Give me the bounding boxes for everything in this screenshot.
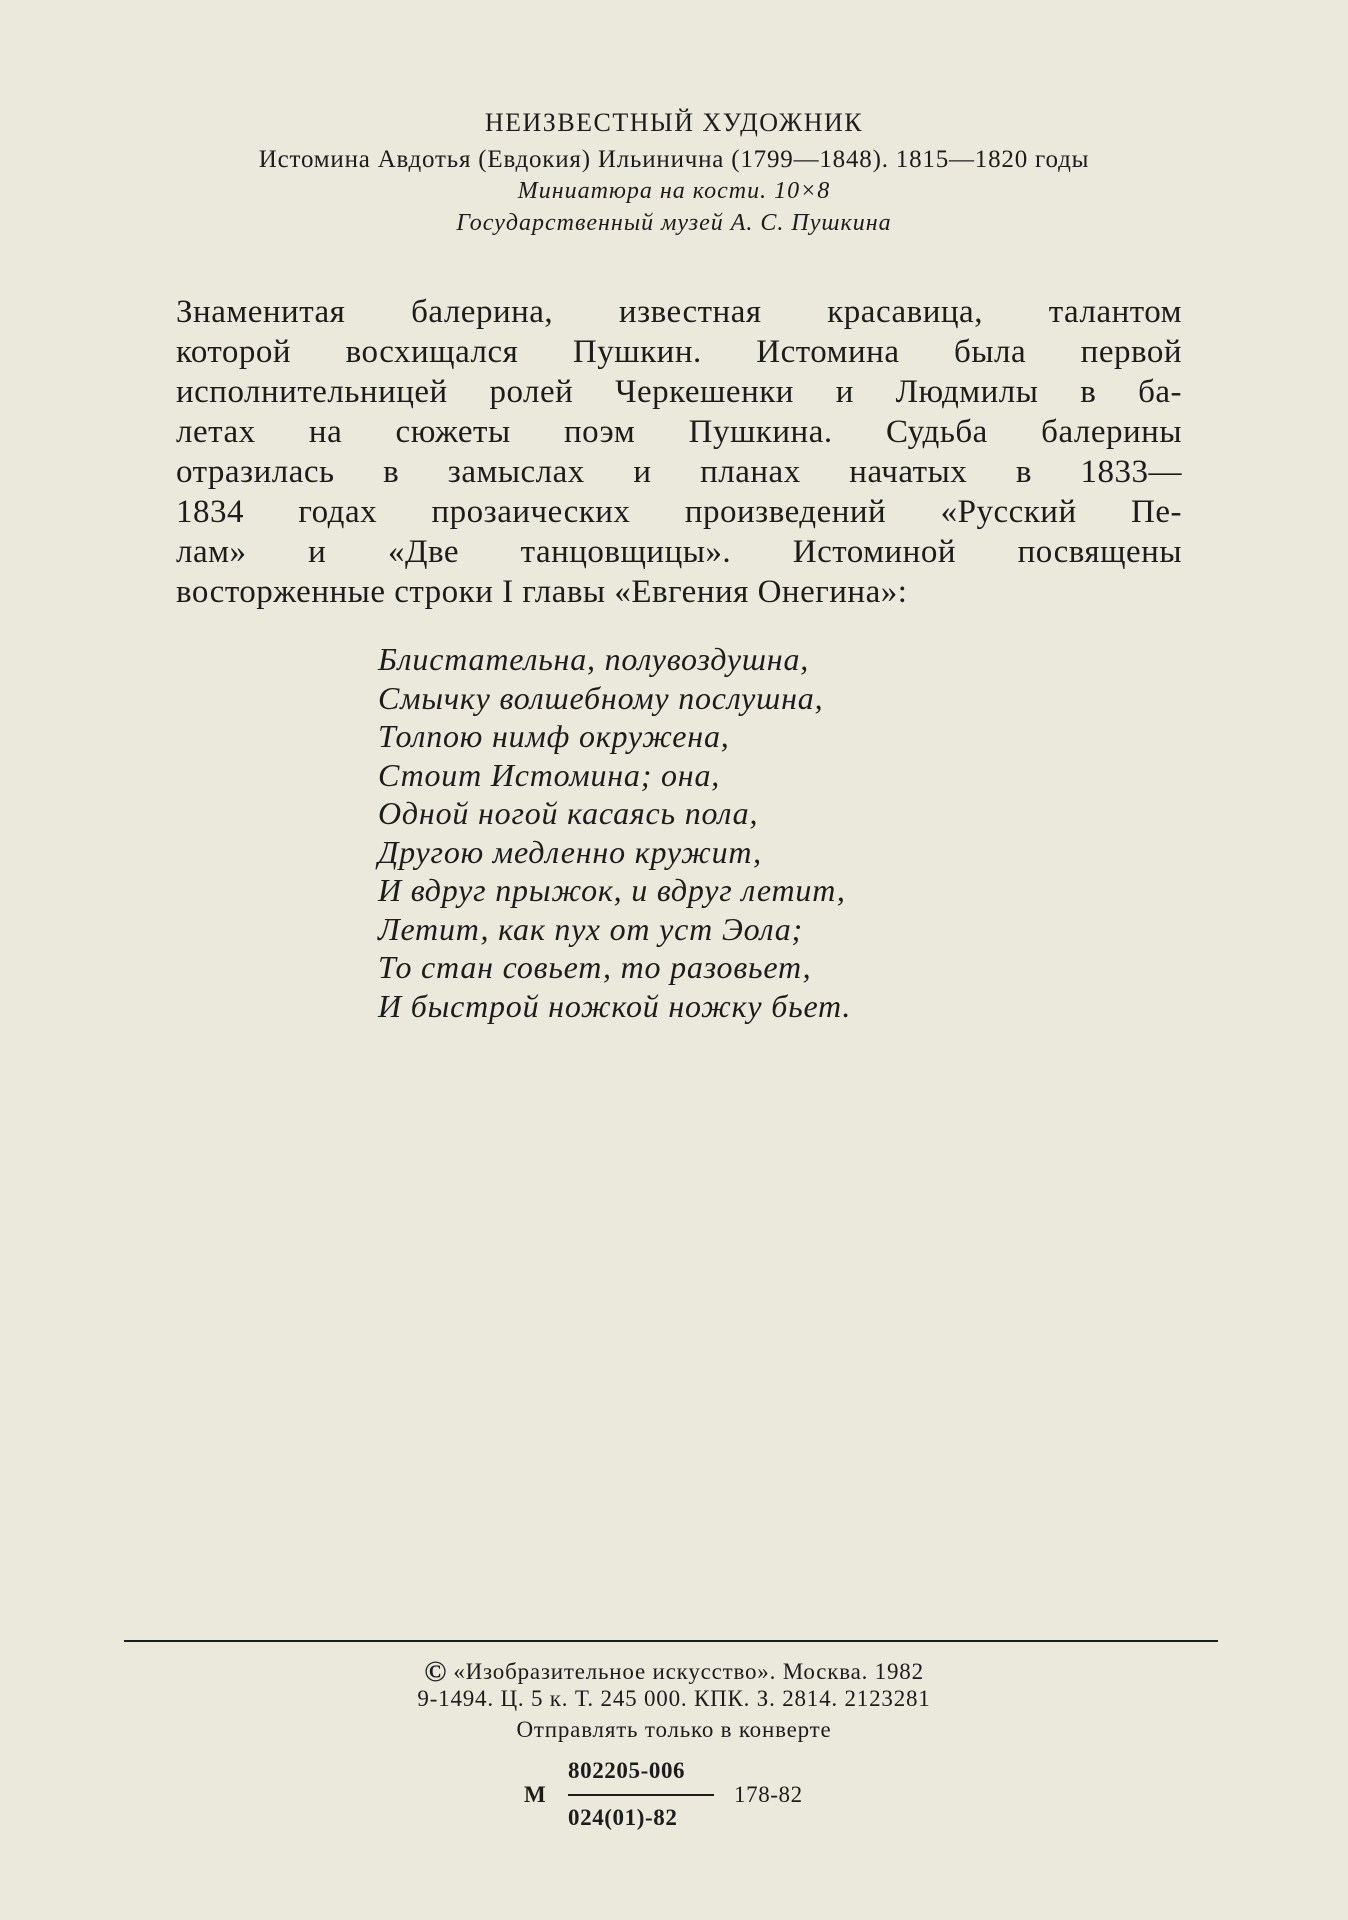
medium-line: Миниатюра на кости. 10×8 xyxy=(517,178,831,204)
verse-line: И быстрой ножкой ножку бьет. xyxy=(378,987,852,1024)
print-codes: 9-1494. Ц. 5 к. Т. 245 000. КПК. З. 2814. 2123281 xyxy=(417,1686,931,1711)
verse-line: Блистательна, полувоздушна, xyxy=(378,641,810,677)
verse-quote xyxy=(378,640,851,1025)
index-denominator: 024(01)-82 xyxy=(568,1805,678,1830)
museum-line: Государственный музей А. С. Пушкина xyxy=(456,210,892,236)
paragraph-line: восторженные строки I главы «Евгения Онегина»: xyxy=(176,574,908,610)
verse-line: Другою медленно кружит, xyxy=(378,833,762,870)
verse-line: И вдруг прыжок, и вдруг летит, xyxy=(378,872,846,908)
index-fraction-bar xyxy=(568,1794,714,1796)
paragraph-line: которой восхищался Пушкин. Истомина была первой xyxy=(176,334,1182,370)
index-code: 178-82 xyxy=(734,1782,803,1807)
description-paragraph xyxy=(176,292,1182,612)
paragraph-line: отразилась в замыслах и планах начатых в 1833— xyxy=(176,454,1182,490)
footer-divider xyxy=(124,1640,1218,1642)
paragraph-line: исполнительницей ролей Черкешенки и Людмилы в ба- xyxy=(176,374,1182,410)
publisher-text: «Изобразительное искусство». Москва. 1982 xyxy=(453,1659,924,1684)
copyright-icon: © xyxy=(424,1655,448,1688)
sitter-line: Истомина Авдотья (Евдокия) Ильинична (1799—1848). 1815—1820 годы xyxy=(258,146,1090,173)
verse-line: Одной ногой касаясь пола, xyxy=(378,795,759,831)
publisher-line xyxy=(0,1655,1348,1689)
paragraph-line: Знаменитая балерина, известная красавица, талантом xyxy=(176,294,1182,330)
paragraph-line: летах на сюжеты поэм Пушкина. Судьба балерины xyxy=(176,414,1182,450)
verse-line: Летит, как пух от уст Эола; xyxy=(378,910,803,947)
verse-line: Смычку волшебному послушна, xyxy=(378,679,824,716)
mailing-note: Отправлять только в конверте xyxy=(516,1717,832,1742)
verse-line: Толпою нимф окружена, xyxy=(378,718,730,754)
artist-heading: НЕИЗВЕСТНЫЙ ХУДОЖНИК xyxy=(484,108,864,137)
paragraph-line: 1834 годах прозаических произведений «Русский Пе- xyxy=(176,494,1182,530)
verse-line: То стан совьет, то разовьет, xyxy=(378,949,812,985)
index-letter: М xyxy=(524,1782,547,1807)
paragraph-line: лам» и «Две танцовщицы». Истоминой посвящены xyxy=(176,534,1182,570)
verse-line: Стоит Истомина; она, xyxy=(378,756,721,793)
index-numerator: 802205-006 xyxy=(568,1758,686,1783)
